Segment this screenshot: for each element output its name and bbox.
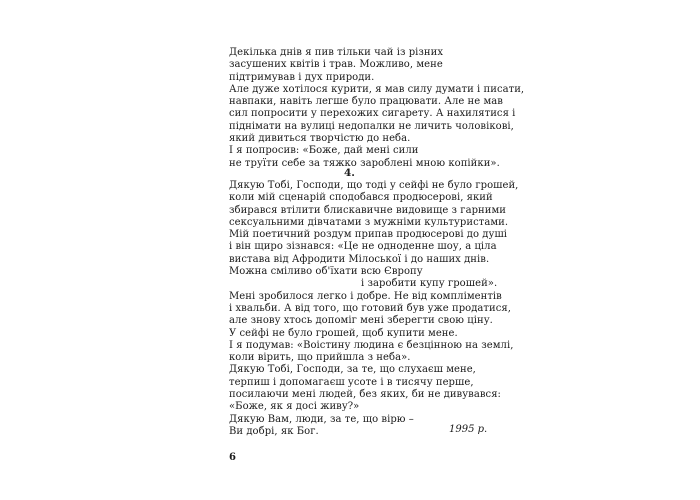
poem-line: Дякую Вам, люди, за те, що вірю – [229, 413, 414, 425]
intro-line: піднімати на вулиці недопалки не личить чоловікові, [229, 120, 514, 132]
intro-line: не труїти себе за тяжко зароблені мною копійки». [229, 157, 500, 169]
poem-line: У сейфі не було грошей, щоб купити мене. [229, 327, 458, 339]
intro-line: Декілька днів я пив тільки чай із різних [229, 47, 444, 58]
intro-paragraph [229, 47, 525, 170]
intro-line: І я попросив: «Боже, дай мені сили [229, 145, 419, 157]
intro-line: сил попросити у перехожих сигарету. А нахилятися і [229, 108, 516, 120]
poem-line: сексуальними дівчатами з мужніми культуристами. [229, 216, 509, 228]
poem-date: 1995 р. [449, 424, 488, 435]
poem-line: Дякую Тобі, Господи, за те, що слухаєш мене, [229, 364, 476, 376]
poem-line: «Боже, як я досі живу?» [229, 401, 360, 413]
poem-line: Можна сміливо об'їхати всю Європу [229, 266, 423, 278]
poem-line: і заробити купу грошей». [361, 278, 498, 290]
poem-line: посилаючи мені людей, без яких, би не дивувався: [229, 389, 501, 401]
poem-line: І я подумав: «Воістину людина є безцінною на землі, [229, 339, 514, 351]
poem-line: але знову хтось допоміг мені зберегти свою ціну. [229, 315, 493, 327]
intro-line: підтримував і дух природи. [229, 71, 375, 83]
poem-line: коли мій сценарій сподобався продюсерові, який [229, 192, 493, 204]
section-heading: 4. [344, 167, 355, 179]
poem-body [229, 180, 519, 438]
poem-line: коли вірить, що прийшла з неба». [229, 352, 411, 364]
poem-line: терпиш і допомагаєш усоте і в тисячу перше, [229, 376, 474, 388]
poem-line: Ви добрі, як Бог. [229, 425, 319, 437]
intro-line: Але дуже хотілося курити, я мав силу думати і писати, [229, 83, 525, 95]
poem-line: і він щиро зізнався: «Це не одноденне шоу, а ціла [229, 241, 497, 253]
intro-line: засушених квітів і трав. Можливо, мене [229, 59, 443, 71]
poem-line: вистава від Афродити Мілоської і до наших днів. [229, 253, 490, 265]
poem-line: і хвальби. А від того, що готовий був уже продатися, [229, 302, 511, 314]
poem-line: збирався втілити блискавичне видовище з гарними [229, 204, 507, 216]
intro-line: навпаки, навіть легше було працювати. Але не мав [229, 96, 503, 108]
poem-line: Дякую Тобі, Господи, що тоді у сейфі не було грошей, [229, 180, 519, 191]
intro-line: який дивиться творчістю до неба. [229, 133, 411, 145]
page-number: 6 [229, 452, 236, 463]
poem-line: Мій поетичний роздум припав продюсерові до душі [229, 229, 508, 241]
poem-line: Мені зробилося легко і добре. Не від компліментів [229, 290, 502, 302]
